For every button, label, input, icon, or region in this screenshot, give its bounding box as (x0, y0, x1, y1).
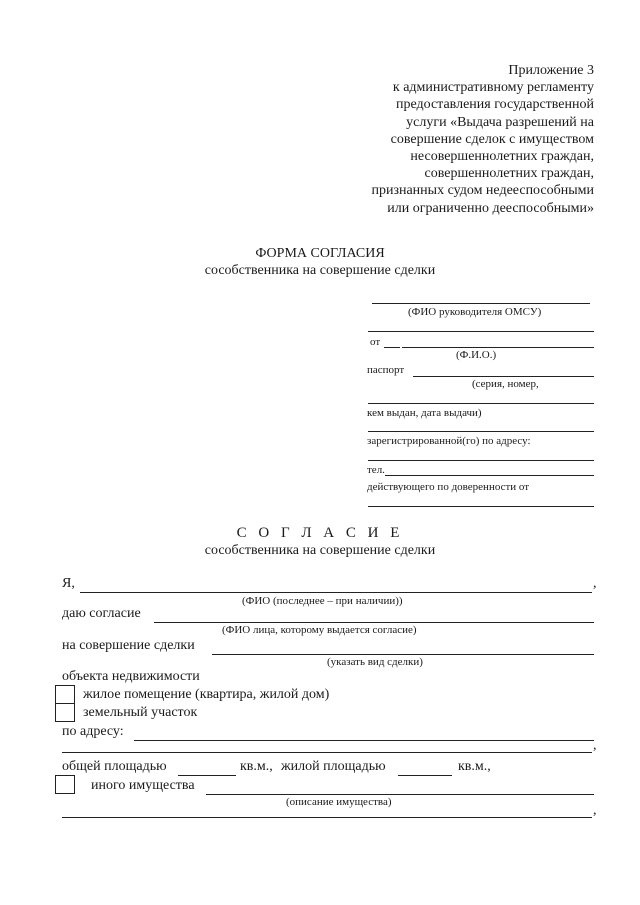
comma: , (593, 576, 597, 591)
property-address-field[interactable] (134, 740, 594, 741)
appendix-line: или ограниченно дееспособными» (387, 200, 594, 216)
registered-label: зарегистрированной(го) по адресу: (367, 435, 531, 447)
from-label: от (370, 336, 381, 348)
other-property-field-2[interactable] (62, 817, 592, 818)
form-title: ФОРМА СОГЛАСИЯ (255, 246, 385, 261)
deal-field[interactable] (212, 654, 594, 655)
i-label: Я, (62, 576, 75, 591)
consent-title: С О Г Л А С И Е (236, 525, 404, 541)
from-fio-field[interactable] (402, 347, 594, 348)
give-consent-field[interactable] (154, 622, 594, 623)
property-address-field-2[interactable] (62, 752, 592, 753)
i-caption: (ФИО (последнее – при наличии)) (242, 595, 403, 607)
issued-caption: кем выдан, дата выдачи) (367, 407, 482, 419)
passport-caption: (серия, номер, (472, 378, 539, 390)
from-prefix-field[interactable] (384, 347, 400, 348)
i-fio-field[interactable] (80, 592, 592, 593)
consent-subtitle: сособственника на совершение сделки (204, 543, 436, 558)
form-subtitle: сособственника на совершение сделки (204, 263, 436, 278)
area-field[interactable] (178, 775, 236, 776)
land-option-label: земельный участок (83, 705, 198, 720)
living-area-field[interactable] (398, 775, 452, 776)
address-field[interactable] (368, 460, 594, 461)
residential-checkbox[interactable] (55, 685, 75, 704)
passport-issued-field[interactable] (368, 403, 594, 404)
omsu-head-field[interactable] (372, 303, 590, 304)
living-area-unit: кв.м., (458, 759, 491, 774)
comma: , (593, 803, 597, 818)
area-label: общей площадью (62, 759, 167, 774)
appendix-line: Приложение 3 (508, 63, 594, 78)
blank-line-field[interactable] (368, 431, 594, 432)
appendix-line: совершение сделок с имуществом (390, 131, 594, 147)
appendix-block (294, 62, 594, 217)
passport-label: паспорт (367, 364, 405, 376)
proxy-field[interactable] (368, 506, 594, 507)
omsu-extra-field[interactable] (368, 331, 594, 332)
give-consent-label: даю согласие (62, 606, 141, 621)
appendix-line: признанных судом недееспособными (371, 183, 594, 199)
area-unit: кв.м., (240, 759, 273, 774)
proxy-label: действующего по доверенности от (367, 481, 530, 493)
appendix-line: к административному регламенту (392, 80, 594, 96)
appendix-line: несовершеннолетних граждан, (410, 149, 594, 165)
property-label: объекта недвижимости (62, 669, 200, 684)
phone-field[interactable] (385, 475, 594, 476)
deal-label: на совершение сделки (62, 638, 195, 653)
appendix-line: совершеннолетних граждан, (424, 166, 594, 182)
appendix-line: услуги «Выдача разрешений на (406, 114, 594, 130)
address-label: по адресу: (62, 724, 124, 739)
other-property-caption: (описание имущества) (286, 796, 392, 808)
other-property-label: иного имущества (91, 778, 195, 793)
appendix-line: предоставления государственной (395, 97, 594, 113)
other-property-checkbox[interactable] (55, 775, 75, 794)
residential-option-label: жилое помещение (квартира, жилой дом) (83, 687, 330, 702)
give-consent-caption: (ФИО лица, которому выдается согласие) (222, 624, 417, 636)
deal-caption: (указать вид сделки) (327, 656, 423, 668)
passport-field[interactable] (413, 376, 594, 377)
land-checkbox[interactable] (55, 703, 75, 722)
phone-label: тел. (367, 464, 385, 476)
comma: , (593, 738, 597, 753)
omsu-caption: (ФИО руководителя ОМСУ) (408, 306, 542, 318)
other-property-field[interactable] (206, 794, 594, 795)
living-area-label: жилой площадью (281, 759, 386, 774)
fio-caption: (Ф.И.О.) (456, 349, 497, 361)
